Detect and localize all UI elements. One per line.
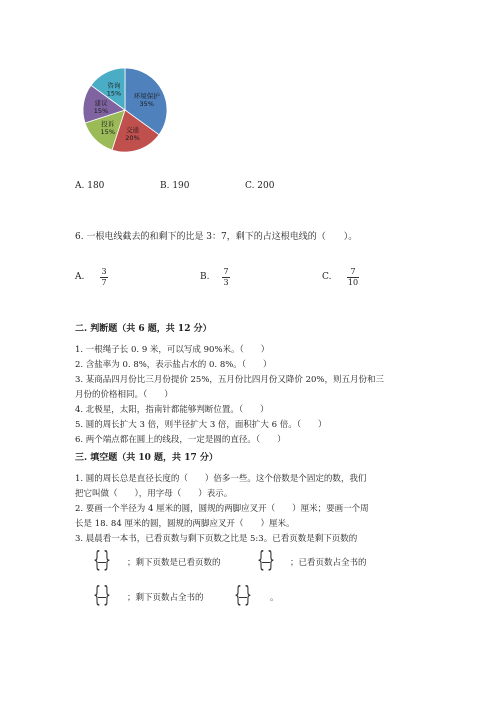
fill-text-1: ；剩下页数是已看页数的 <box>127 558 221 568</box>
pie-label-3: 投诉 <box>101 120 115 129</box>
fill-item-1-cont: 把它叫做（ ），用字母（ ）表示。 <box>75 489 233 499</box>
fill-item-2: 2. 要画一个半径为 4 厘米的圆，圆规的两脚应叉开（ ）厘米；要画一个周 <box>75 504 369 514</box>
judge-item-3-cont: 月份的价格相同。（ ） <box>75 390 173 400</box>
pie-percent-1: 35% <box>139 99 154 108</box>
section3-items <box>75 472 475 547</box>
q6-option-b-fraction <box>222 267 230 288</box>
judge-item-1: 1. 一根绳子长 0. 9 米，可以写成 90%米。（ ） <box>75 345 270 355</box>
denominator: 3 <box>223 278 229 287</box>
judge-item-2: 2. 含盐率为 0. 8%，表示盐占水的 0. 8%。（ ） <box>75 360 272 370</box>
pie-label-2: 交通 <box>126 126 140 135</box>
q6-option-a-fraction <box>100 267 108 288</box>
pie-percent-2: 20% <box>125 134 140 143</box>
fill-item-2-cont: 长是 18. 84 厘米的圆，圆规的两脚应叉开（ ）厘米。 <box>75 519 295 529</box>
q6-option-a-label: A. <box>75 272 85 282</box>
judge-item-5: 5. 圆的周长扩大 3 倍，则半径扩大 3 倍，面积扩大 6 倍。（ ） <box>75 420 327 430</box>
fraction-blank-2: { } <box>257 548 275 573</box>
pie-label-4: 建议 <box>94 99 108 108</box>
q5-option-b: B. 190 <box>160 181 190 191</box>
judge-item-6: 6. 两个端点都在圆上的线段，一定是圆的直径。（ ） <box>75 435 286 445</box>
pie-label-1: 环境保护 <box>133 91 160 100</box>
pie-chart <box>70 60 180 160</box>
fraction-blank-4: { } <box>234 583 252 608</box>
section2-items <box>75 343 475 448</box>
denominator: 7 <box>101 278 107 287</box>
numerator: 7 <box>350 267 356 276</box>
pie-percent-4: 15% <box>93 107 109 116</box>
denominator: 10 <box>347 278 359 287</box>
q6-option-c-label: C. <box>322 272 332 282</box>
fill-text-3: ；剩下页数占全书的 <box>127 593 204 603</box>
section2-title: 二. 判断题（共 6 题，共 12 分） <box>75 324 212 334</box>
section3-title: 三. 填空题（共 10 题，共 17 分） <box>75 453 218 463</box>
fill-item-1: 1. 圆的周长总是直径长度的（ ）倍多一些。这个倍数是个固定的数，我们 <box>75 474 367 484</box>
fraction-blank-3: { } <box>93 583 111 608</box>
q6-option-c-fraction <box>347 267 359 288</box>
pie-percent-5: 15% <box>106 89 122 98</box>
fill-text-2: ；已看页数占全书的 <box>290 558 367 568</box>
numerator: 3 <box>101 267 107 276</box>
judge-item-4: 4. 北极星，太阳，指南针都能够判断位置。（ ） <box>75 405 269 415</box>
fraction-blank-1: { } <box>93 548 111 573</box>
numerator: 7 <box>223 267 229 276</box>
q5-option-a: A. 180 <box>75 181 105 191</box>
fill-text-end: 。 <box>270 593 279 603</box>
q6-option-b-label: B. <box>200 272 210 282</box>
judge-item-3: 3. 某商品四月份比三月份提价 25%，五月份比四月份又降价 20%，则五月份和三 <box>75 375 385 385</box>
q5-option-c: C. 200 <box>245 181 275 191</box>
fill-item-3: 3. 晨晨看一本书，已看页数与剩下页数之比是 5:3。已看页数是剩下页数的 <box>75 534 358 544</box>
pie-label-5: 咨询 <box>107 81 121 90</box>
q6-question: 6. 一根电线截去的和剩下的比是 3：7，剩下的占这根电线的（ ）。 <box>75 232 358 242</box>
pie-percent-3: 15% <box>100 128 116 137</box>
